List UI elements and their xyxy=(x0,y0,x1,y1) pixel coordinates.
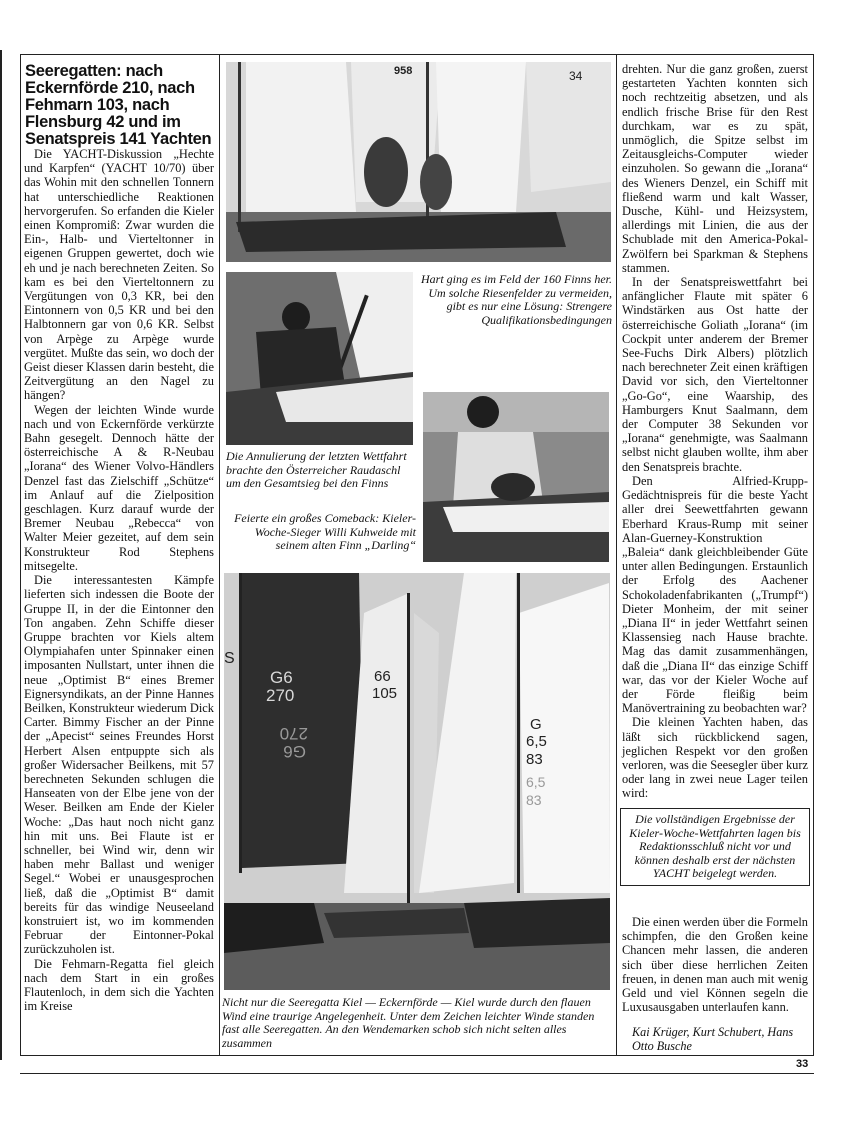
paragraph: Wegen der leichten Winde wurde nach und von Eckernförde verkürzte Bahn gesegelt. Dennoch hätte der österreichische A & R-Neubau „Iorana“ des Wiener Volvo-Händlers Denzel fast das Zielschiff „Schütze“ im Anlauf auf die Zielposition geschlagen. Kurz darauf wurde der Bremer Neubau „Rebecca“ von Walter Meier gezeitet, auf dem sein Konstrukteur Rod Stephens mitsegelte. xyxy=(24,402,214,573)
article-headline: Seeregatten: nach Eckernförde 210, nach Fehmarn 103, nach Flensburg 42 und im Senatspreis 141 Yachten xyxy=(25,62,212,148)
sail-number: S xyxy=(224,650,235,667)
sail-number: 83 xyxy=(526,751,543,768)
paragraph: Die YACHT-Diskussion „Hechte und Karpfen“ (YACHT 10/70) über das Wohin mit den schnellen Tonnern hat unterschiedliche Reaktionen hervorgerufen. So erfanden die Kieler einen Kompromiß: Zwar wurden die Ein-, Halb- und Vierteltonner in eigenen Gruppen gewertet, doch wie eh und je nach berechneten Zeiten. So kam es bei den Vierteltonnern zu Vergütungen von 0,3 KR, bei den Eintonnern von 0,5 KR und bei den Halbtonnern gar von 0,6 KR. Selbst von Arpège zu Arpège wurde vergütet. Mußte das sein, wo doch der Geist dieser Klassen darin besteht, die Zeitvergütung an den Nagel zu hängen? xyxy=(24,147,214,403)
photo-finn-fleet xyxy=(226,62,611,262)
article-column-3 xyxy=(622,62,808,801)
sail-number: 270 xyxy=(266,686,295,705)
sail-number-mirror: 6,5 xyxy=(526,774,546,790)
page-number: 33 xyxy=(796,1058,809,1070)
article-column-1 xyxy=(24,147,214,1013)
paragraph: Die kleinen Yachten haben, das läßt sich rückblickend sagen, jeglichen Respekt vor den großen verloren, was die Seesegler über kurz oder lang in zwei neue Lager teilen wird: xyxy=(622,715,808,801)
caption-finns: Hart ging es im Feld der 160 Finns her. Um solche Riesenfelder zu vermeiden, gibt es nur eine Lösung: Strengere Qualifikationsbedingungen xyxy=(421,272,612,327)
caption-seeregatta: Nicht nur die Seeregatta Kiel — Eckernförde — Kiel wurde durch den flauen Wind eine traurige Angelegenheit. Unter dem Zeichen leichter Winde standen fast alle Seeregatten. An den Wendemarken schob sich nicht selten alles zusammen xyxy=(222,995,595,1050)
paragraph: drehten. Nur die ganz großen, zuerst gestarteten Yachten konnten sich noch rechtzeitig absetzen, und als endlich frische Brise für den Rest durchkam, war es zu spät, unmöglich, die Spitze selbst im Zeitausgleichs-Computer wieder einzuholen. So gewann die „Iorana“ des Wieners Denzel, ein Schiff mit fließend warm und kalt Wasser, Dusche, Kühl- und Heizsystem, allerdings mit Linien, die aus der Schublade mit den America-Pokal-Zwölfern bei Sparkman & Stephens stammen. xyxy=(622,62,808,275)
sail-number-mirror: G6 xyxy=(283,742,306,761)
results-notice-box: Die vollständigen Ergebnisse der Kieler-Woche-Wettfahrten lagen bis Redaktionsschluß nicht vor und können deshalb erst der nächsten YACHT beigelegt werden. xyxy=(620,808,810,886)
photo-seeregatta-yachts xyxy=(224,573,610,990)
sail-number: G6 xyxy=(270,668,293,687)
bottom-rule xyxy=(20,1073,814,1074)
sail-number-mirror: 83 xyxy=(526,792,542,808)
column-divider-left xyxy=(219,54,220,1055)
paragraph: Die interessantesten Kämpfe lieferten sich indessen die Boote der Gruppe II, in der die Eintonner den Ton angaben. Zehn Schiffe dieser Gruppe brachten vor Kiels altem Olympiahafen unter Spinnaker einen imposanten Nullstart, unter ihnen die neue „Optimist B“ eines Bremer Eignersyndikats, an der Pinne Hannes Beilken, Konstrukteur wiederum Dick Carter. Bimmy Fischer an der Pinne der „Apecist“ seines Freundes Horst Herbert Alsen entpuppte sich als großer Widersacher Beilkens, mit 57 berechneten Sekunden schlugen die Hanseaten von der Elbe jene von der Weser. Beilken am Ende der Kieler Woche: „Das haut noch nicht ganz hin mit uns. Bei Flaute ist er schneller, bei Wind wir, denn wir haben mehr Ballast und weniger Segel.“ Wobei er unausgesprochen ließ, daß die „Optimist B“ damit bereits für das windige Neuseeland konstruiert ist, wo im kommenden Februar der Eintonner-Pokal zurückzuholen ist. xyxy=(24,573,214,957)
caption-annulierung: Die Annulierung der letzten Wettfahrt brachte den Österreicher Raudaschl um den Gesamtsieg bei den Finns xyxy=(226,449,407,491)
closing-paragraph: Die einen werden über die Formeln schimpfen, die den Großen keine Chancen mehr lassen, die anderen sich über diese herrlichen Zeiten freuen, in denen man auch mit wenig Geld und viel Können segeln die Luxusausgaben unterlaufen kann. xyxy=(622,915,808,1015)
sail-number-mirror: 270 xyxy=(279,724,308,743)
photo-kuhweide xyxy=(423,392,609,562)
sail-number: 34 xyxy=(569,69,583,83)
paragraph: Die Fehmarn-Regatta fiel gleich nach dem Start in ein großes Flautenloch, in dem sich die Yachten im Kreise xyxy=(24,956,214,1014)
paragraph: Den Alfried-Krupp-Gedächtnispreis für die beste Yacht aller drei Seewettfahrten gewann Eberhard Kraus-Rump mit seiner Alan-Guerney-Konstruktion „Baleia“ dank gleichbleibender Güte unter allen Bedingungen. Erstaunlich der Erfolg des Aachener Schokoladenfabrikanten („Trumpf“) Dieter Monheim, der mit seiner „Diana II“ in jeder Wettfahrt seinen Klassensieg nach Hause brachte. Mag das damit zusammenhängen, daß die „Diana II“ das einzige Schiff war, das vor der Kieler Woche auf der Förde fleißig beim Manövertraining zu beobachten war? xyxy=(622,473,808,716)
left-margin-bar xyxy=(0,50,8,1060)
photo-raudaschl xyxy=(226,272,413,445)
sail-number: 6,5 xyxy=(526,733,547,750)
caption-comeback: Feierte ein großes Comeback: Kieler-Woche-Sieger Willi Kuhweide mit seinem alten Finn „Darling“ xyxy=(234,511,416,553)
column-divider-right xyxy=(616,54,617,1055)
paragraph: In der Senatspreiswettfahrt bei anfänglicher Flaute mit später 6 Windstärken aus Ost hatte der österreichische Goliath „Iorana“ (im Cockpit unter anderem der Bremer See-Fuchs Dirk Albers) plötzlich nach berechneter Zeit einen kräftigen David vor sich, den Vierteltonner „Go-Go“, eine Waarship, des Hamburgers Knut Saalmann, dem der Computer 38 Sekunden vor „Iorana“ genehmigte, was Saalmann selbst nicht glauben wollte, ihm aber den Senatspreis brachte. xyxy=(622,275,808,474)
author-byline: Kai Krüger, Kurt Schubert, Hans Otto Busche xyxy=(632,1025,794,1053)
sail-number: 958 xyxy=(394,65,413,77)
sail-number: 66 xyxy=(374,668,391,685)
sail-number: 105 xyxy=(372,685,398,702)
sail-number: G xyxy=(530,716,542,733)
